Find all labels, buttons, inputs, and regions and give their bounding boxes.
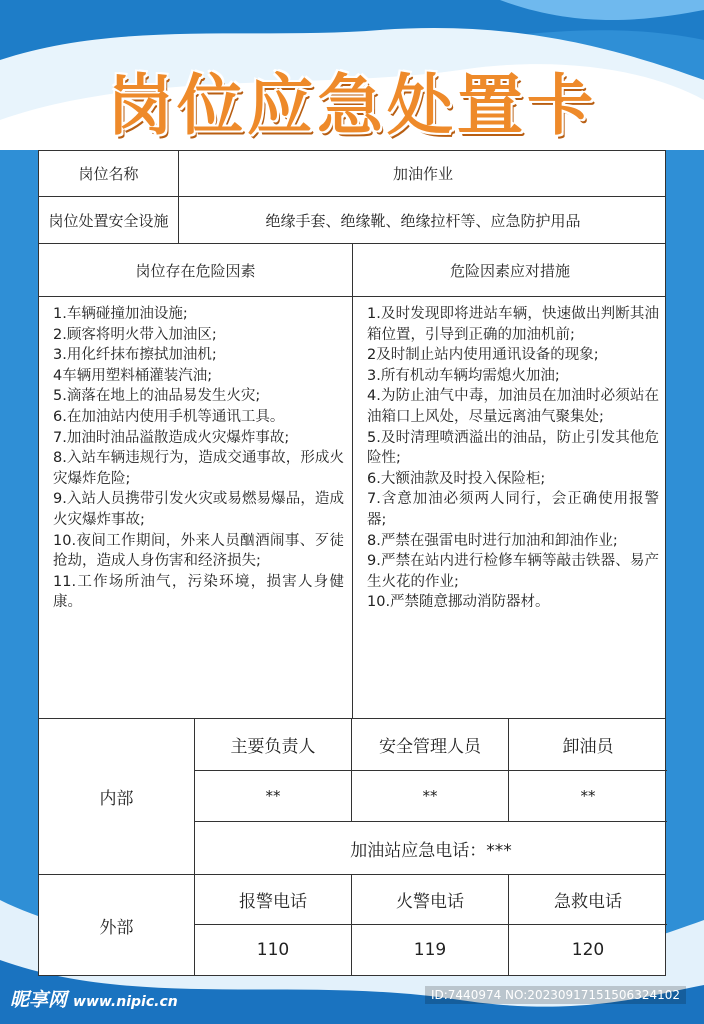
hazards-header: 岗位存在危险因素 [39,244,353,296]
list-item: 1.及时发现即将进站车辆，快速做出判断其油箱位置，引导到正确的加油机前; [367,306,659,343]
external-header: 急救电话 [554,892,622,912]
list-item: 8.严禁在强雷电时进行加油和卸油作业; [367,532,618,549]
safety-row [39,197,665,244]
internal-headers-row [195,719,667,771]
watermark-logo [10,985,178,1012]
safety-label: 岗位处置安全设施 [39,197,179,243]
external-value: 120 [571,940,605,960]
list-item: 6.大额油款及时投入保险柜; [367,470,546,487]
internal-header: 安全管理人员 [352,719,509,770]
list-item: 4.为防止油气中毒，加油员在加油时必须站在油箱口上风处，尽量远离油气聚集处; [367,388,659,425]
watermark-id: ID:7440974 NO:20230917151506324102 [425,986,686,1004]
list-item: 5.及时清理喷洒溢出的油品，防止引发其他危险性; [367,429,659,467]
external-header: 报警电话 [195,875,352,924]
list-item: 6.在加油站内使用手机等通讯工具。 [53,408,285,425]
hazards-measures-row [39,297,665,719]
list-item: 9.入站人员携带引发火灾或易燃易爆品，造成火灾爆炸事故; [53,491,344,528]
external-value: 119 [352,925,509,975]
list-item: 10.夜间工作期间，外来人员酗酒闹事、歹徒抢劫，造成人身伤害和经济损失; [53,532,344,570]
post-name-label: 岗位名称 [39,151,179,196]
external-label: 外部 [39,875,195,975]
list-item: 7.加油时油品溢散造成火灾爆炸事故; [53,429,290,446]
internal-header: 主要负责人 [195,719,352,770]
hazards-list [39,297,353,718]
internal-value: ** [580,787,596,805]
internal-header: 卸油员 [562,737,614,757]
emergency-card [38,150,666,976]
list-item: 8.入站车辆违规行为，造成交通事故，形成火灾爆炸危险; [53,450,344,487]
internal-section [39,719,665,875]
internal-values-row [195,771,667,822]
list-item: 10.严禁随意挪动消防器材。 [367,594,550,611]
list-item: 2及时制止站内使用通讯设备的现象; [367,347,599,364]
list-item: 7.含意加油必须两人同行，会正确使用报警器; [367,491,659,528]
list-item: 9.严禁在站内进行检修车辆等敲击铁器、易产生火花的作业; [367,553,659,590]
external-values-row [195,925,667,975]
external-header: 火警电话 [352,875,509,924]
list-item: 4车辆用塑料桶灌装汽油; [53,367,213,384]
watermark-site: www.nipic.cn [73,994,178,1010]
measures-list [353,297,667,718]
internal-value: ** [195,771,352,821]
watermark-logo-text: 昵享网 [10,989,68,1011]
columns-header-row [39,244,665,297]
list-item: 2.顾客将明火带入加油区; [53,326,217,343]
measures-header: 危险因素应对措施 [449,261,570,280]
emergency-phone: 加油站应急电话：*** [350,841,512,861]
list-item: 3.用化纤抹布擦拭加油机; [53,347,217,364]
external-headers-row [195,875,667,925]
external-value: 110 [195,925,352,975]
list-item: 1.车辆碰撞加油设施; [53,306,188,322]
internal-value: ** [352,771,509,821]
safety-value: 绝缘手套、绝缘靴、绝缘拉杆等、应急防护用品 [265,211,581,230]
list-item: 3.所有机动车辆均需熄火加油; [367,367,560,384]
post-name-value: 加油作业 [392,165,453,183]
external-section [39,875,665,975]
post-name-row [39,151,665,197]
list-item: 5.滴落在地上的油品易发生火灾; [53,388,261,405]
list-item: 11.工作场所油气，污染环境，损害人身健康。 [53,573,344,611]
internal-label: 内部 [39,719,195,874]
page-title: 岗位应急处置卡 [107,67,597,144]
